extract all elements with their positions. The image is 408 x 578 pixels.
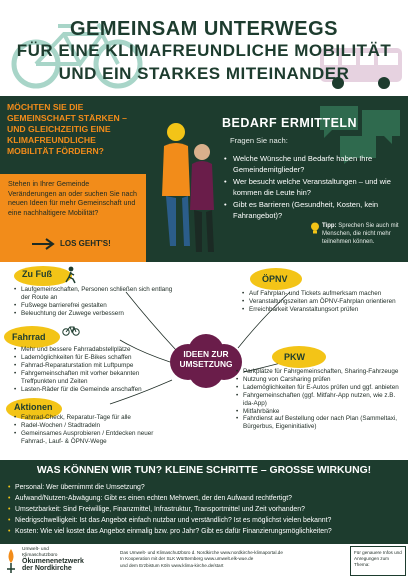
list-item: • Gemeinsames Ausprobieren / Entdecken neuer Fahrrad-, Lauf- & ÖPNV-Wege (14, 430, 164, 446)
footer (0, 544, 408, 578)
question-title: MÖCHTEN SIE DIE GEMEINSCHAFT STÄRKEN – UND GLEICHZEITIG EINE KLIMAFREUNDLICHE MOBILITÄT FÖRDERN? (7, 102, 127, 156)
list-item: • Fahrgemeinschaften mit vorher bekannten Treffpunkten und Zeiten (14, 370, 166, 386)
list-item: • Aufwand/Nutzen-Abwägung: Gibt es einen echten Mehrwert, der den Aufwand rechtfertigt? (8, 493, 404, 504)
tip-label: Tipp: (322, 223, 337, 229)
walking-list (14, 286, 178, 318)
list-item: • Gibt es Barrieren (Gesundheit, Kosten, kein Fahrangebot)? (224, 200, 402, 221)
steps-title: WAS KÖNNEN WIR TUN? KLEINE SCHRITTE – GROSSE WIRKUNG! (36, 465, 372, 476)
list-item: • Parkplätze für Fahrgemeinschaften, Sharing-Fahrzeuge (236, 368, 404, 376)
organization-name: Ökumenenetzwerk der Nordkirche (22, 558, 84, 573)
credit-line: und dem Erzbistum Köln www.klima-kirche.de/start (120, 562, 224, 568)
needs-subtitle: Fragen Sie nach: (230, 136, 288, 145)
credit-line: In Kooperation mit der SLK Württemberg www.umwelt.elk-wue.de (120, 556, 254, 562)
lightbulb-icon (310, 222, 320, 234)
car-title: PKW (284, 352, 305, 362)
list-item: • Fahrrad-Check, Reparatur-Tage für alle (14, 414, 164, 422)
list-item: • Lademöglichkeiten für E-Autos prüfen und ggf. anbieten (236, 384, 404, 392)
steps-list (8, 482, 404, 537)
title-line-3: UND EIN STARKES MITEINANDER (58, 64, 350, 83)
list-item: • Mehr und bessere Fahrradabstellplätze (14, 346, 166, 354)
actions-list (14, 414, 164, 446)
transit-title: ÖPNV (262, 274, 288, 284)
title-line-2: FÜR EINE KLIMAFREUNDLICHE MOBILITÄT (16, 41, 392, 60)
list-item: • Veranstaltungszeiten am ÖPNV-Fahrplan orientieren (242, 298, 406, 306)
walking-title: Zu Fuß (22, 269, 52, 279)
walking-icon (64, 266, 78, 284)
list-item: • Fahrdienst auf Bestellung oder nach Plan (Sammeltaxi, Bürgerbus, Eigeninitiative) (236, 415, 404, 431)
needs-list (224, 154, 402, 223)
needs-title: BEDARF ERMITTELN (222, 116, 358, 130)
transit-list (242, 290, 406, 314)
list-item: • Nutzung von Carsharing prüfen (236, 376, 404, 384)
question-box (0, 96, 146, 174)
footer-credits (120, 550, 345, 569)
list-item: • Welche Wünsche und Bedarfe haben Ihre Gemeindemitglieder? (224, 154, 402, 175)
intro-text: Stehen in Ihrer Gemeinde Veränderungen an oder suchen Sie nach neuen Ideen für mehr Gemeinschaft und eine nachhaltigere Mobilität? (8, 180, 137, 217)
ideas-section (0, 262, 408, 460)
list-item: • Personal: Wer übernimmt die Umsetzung? (8, 482, 404, 493)
list-item: • Mitfahrbänke (236, 408, 404, 416)
list-item: • Radel-Wochen / Stadtradeln (14, 422, 164, 430)
info-box: Für genauere Infos und Anregungen zum Thema: (350, 546, 406, 576)
list-item: • Erreichbarkeit Veranstaltungsort prüfen (242, 306, 406, 314)
bicycle-list (14, 346, 166, 393)
steps-section (0, 460, 408, 544)
organization-logo (4, 547, 18, 575)
bicycle-icon (62, 324, 80, 336)
cta-label: LOS GEHT'S! (60, 239, 111, 248)
tip-text (322, 222, 406, 246)
organization-department: Umwelt- und Klimaschutzbüro (22, 547, 58, 558)
list-item: • Wer besucht welche Veranstaltungen – und wie kommen die Leute hin? (224, 177, 402, 198)
header (0, 0, 408, 94)
list-item: • Kosten: Wie viel kostet das Angebot einmalig bzw. pro Jahr? Gibt es dafür Finanzierungsmöglichkeiten? (8, 526, 404, 537)
list-item: • Fahrrad-Reparaturstation mit Luftpumpe (14, 362, 166, 370)
list-item: • Niedrigschwelligkeit: Ist das Angebot einfach nutzbar und verständlich? Ist es möglichst vielen bekannt? (8, 515, 404, 526)
needs-section (146, 96, 408, 262)
credit-line: Das Umwelt- und Klimaschutzbüro d. Nordkirche www.nordkirche-klimaportal.de (120, 550, 283, 555)
people-illustration (156, 106, 222, 256)
list-item: • Fußwege barrierefrei gestalten (14, 302, 178, 310)
intro-box (0, 174, 146, 262)
list-item: • Auf Fahrplan- und Tickets aufmerksam machen (242, 290, 406, 298)
tip-body: Sprechen Sie auch mit Menschen, die nicht mehr teilnehmen können. (322, 223, 399, 245)
list-item: • Lademöglichkeiten für E-Bikes schaffen (14, 354, 166, 362)
list-item: • Umsetzbarkeit: Sind Freiwillige, Finanzmittel, Infrastruktur, Transportmittel und Zeit vorhanden? (8, 504, 404, 515)
title-line-1: GEMEINSAM UNTERWEGS (69, 18, 339, 40)
list-item: • Laufgemeinschaften, Personen schließen sich entlang der Route an (14, 286, 178, 302)
list-item: • Fahrgemeinschaften (ggf. Mitfahr-App nutzen, wie z.B. ida-App) (236, 392, 404, 408)
bicycle-title: Fahrrad (12, 332, 46, 342)
list-item: • Lasten-Räder für die Gemeinde anschaffen (14, 386, 166, 394)
arrow-icon (30, 237, 58, 251)
car-list (236, 368, 404, 431)
actions-title: Aktionen (14, 402, 53, 412)
ideas-label: IDEEN ZUR UMSETZUNG (179, 349, 233, 369)
list-item: • Beleuchtung der Zuwege verbessern (14, 310, 178, 318)
